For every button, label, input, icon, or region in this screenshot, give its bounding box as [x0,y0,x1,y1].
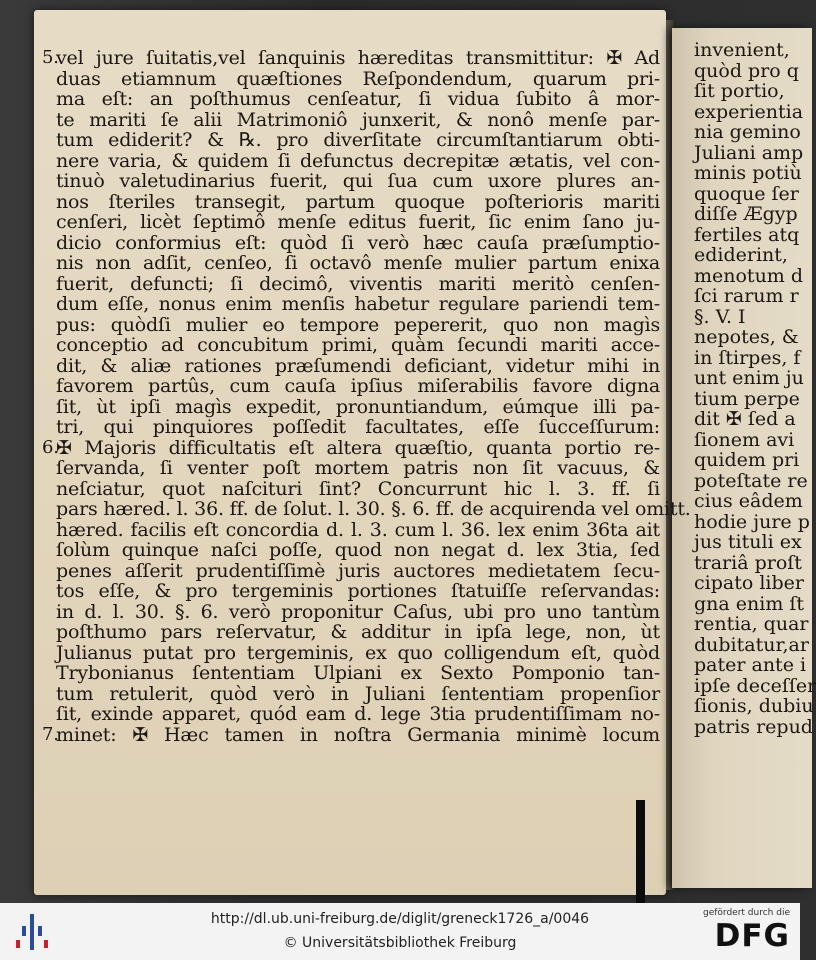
right-text-line: invenient, [694,39,790,61]
line-text: in d. l. 30. §. 6. verò proponitur Caſus, ubi pro uno tantùm [56,600,660,623]
text-line [50,89,660,110]
bookmark-ribbon [636,800,645,903]
text-line [50,498,691,520]
dfg-caption: gefördert durch die [703,908,790,918]
right-text-line: nepotes, & [694,326,799,348]
copyright-notice: © Universitätsbibliothek Freiburg [283,935,517,951]
line-text: pars hæred. l. 36. ff. de ſolut. l. 30. §. 6. ff. de acquirenda vel omitt. [56,498,691,520]
right-text-line: tium perpe [694,387,800,410]
margin-number: 6. [42,436,59,458]
right-text-line: ſionis, dubiu [694,695,814,717]
right-text-line: quòd pro q [694,59,799,82]
text-line [50,397,660,418]
text-line [50,581,660,602]
line-text: hæred. facilis eſt concordia d. l. 3. cum l. 36. lex enim 36ta ait [56,518,660,541]
text-line [50,704,660,725]
line-text: ſit, exinde apparet, quód eam d. lege 3tia prudentiſſimam no- [56,703,660,725]
text-line [50,520,660,541]
line-text: favorem partûs, cum cauſa ipſius miſerabilis favore digna [56,375,660,397]
right-text-line: quidem pri [694,449,800,471]
ub-freiburg-logo-icon [12,912,52,952]
line-text: minet: ✠ Hæc tamen in noſtra Germania minimè locum [56,723,660,746]
line-text: nere varia, & quidem ſi defunctus decrepitæ ætatis, vel con- [56,149,660,172]
right-text-line: dit ✠ ſed a [694,408,796,430]
right-text-line: poteſtate re [694,469,808,492]
dfg-logo[interactable]: DFG [714,918,790,954]
line-text: nos ſteriles transegit, partum quoque poſterioris mariti [56,190,660,213]
line-text: ſit, ùt ipſi magìs expedit, pronuntiandum, eúmque illi pa- [56,395,660,418]
text-line [50,274,660,295]
margin-number: 5. [42,47,59,68]
text-line [50,171,660,192]
footer-bar [0,903,800,960]
right-text-line: diſſe Ægyp [694,203,798,225]
line-text: conceptio ad concubitum primi, quàm ſecundi mariti acce- [56,334,660,356]
right-text-line: ipſe deceſſer [694,674,816,697]
line-text: tum retulerit, quòd verò in Juliani ſententiam propenſior [56,682,660,705]
line-text: cenſeri, licèt ſeptimô menſe editus fuerit, ſic enim ſano ju- [56,211,660,233]
text-line [50,110,660,131]
right-text-line: cius eâdem [694,490,803,512]
right-text-line: minis potiù [694,162,802,184]
text-line [50,643,660,664]
right-text-line: ſionem avi [694,428,795,451]
margin-number: 7. [42,723,59,745]
right-text-line: Juliani amp [694,141,804,164]
text-line [50,212,660,233]
text-line [50,602,660,623]
line-text: tum ediderit? & ℞. pro diverſitate circumſtantiarum obti- [56,129,660,151]
right-text-line: dubitatur,ar [694,633,809,656]
right-text-line: ſci rarum r [694,285,799,307]
right-text-line: ſit portio, [694,80,785,102]
text-line [50,561,660,582]
right-text-line: in ſtirpes, f [694,346,801,369]
right-text-line: unt enim ju [694,367,804,389]
left-page-text [42,47,691,746]
right-page-text [694,40,814,737]
right-text-line: trariâ proſt [694,551,802,574]
permalink-url[interactable]: http://dl.ub.uni-freiburg.de/diglit/greneck1726_a/0046 [210,911,590,927]
text-line [50,151,660,172]
line-text: tos eſſe, & pro tergeminis portiones ſtatuiſſe reſervandas: [56,580,660,602]
line-text: nis non adſit, cenſeo, ſi octavô menſe mulier partum enixa [56,252,660,274]
text-line [50,540,660,561]
text-line [50,417,660,438]
line-text: pus: quòdſi mulier eo tempore pepererit, quo non magìs [56,313,660,336]
text-line [50,663,660,684]
line-text: ma eſt: an poſthumus cenſeatur, ſi vidua ſubito â mor- [56,88,660,110]
text-line [42,723,660,746]
text-line [50,335,660,356]
text-line [50,458,660,479]
text-line [50,684,660,705]
right-text-line: fertiles atq [694,223,800,246]
line-text: dit, & aliæ rationes præſumendi deficiant, videtur mihi in [56,354,660,377]
text-line [50,479,660,500]
line-text: ✠ Majoris difficultatis eſt altera quæſtio, quanta portio re- [56,436,660,459]
right-text-line: cipato liber [694,572,804,594]
text-line [42,47,660,69]
line-text: ſolùm quinque naſci poſſe, quod non negat d. lex 3tia, ſed [56,539,660,561]
text-line [50,69,660,90]
right-text-line: rentia, quar [694,613,809,635]
text-line [42,436,660,459]
text-line [50,622,660,643]
right-text-line: experientia [694,100,804,123]
text-line [50,233,660,254]
right-text-line: nia gemino [694,121,801,143]
right-text-line: jus tituli ex [694,531,802,553]
line-text: poſthumo pars reſervatur, & additur in ipſa lege, non, ùt [56,621,660,643]
text-line [50,294,660,315]
line-text: dum eſſe, nonus enim menſis habetur regulare pariendi tem- [56,293,660,315]
text-line [50,192,660,213]
line-text: tinuò valetudinarius fuerit, qui ſua cum uxore plures an- [56,170,660,192]
right-text-line: menotum d [694,264,804,287]
right-text-line: ediderint, [694,244,788,266]
line-text: ſervanda, ſi venter poſt mortem patris non ſit vacuus, & [56,457,660,479]
line-text: vel jure ſuitatis,vel ſanquinis hæreditas transmittitur: ✠ Ad [56,47,660,69]
right-text-line: hodie jure p [694,510,810,533]
line-text: fuerit, defuncti; ſi decimô, viventis mariti meritò cenſen- [56,272,660,295]
line-text: Julianus putat pro tergeminis, ex quo colligendum eſt, quòd [56,641,660,664]
line-text: penes aſſerit prudentiſſimè juris auctores medietatem ſecu- [56,559,660,582]
line-text: neſciatur, quot naſcituri ſint? Concurrunt hic l. 3. ff. ſi [56,477,660,500]
text-line [50,376,660,397]
line-text: duas etiamnum quæſtiones Reſpondendum, quarum pri- [56,67,660,90]
line-text: tri, qui pinquiores poſſedit facultates, eſſe ſucceſſurum: [56,416,660,438]
line-text: dicio conformius eſt: quòd ſi verò hæc cauſa præſumptio- [56,231,660,254]
line-text: te mariti ſe alii Matrimoniô junxerit, & nonô menſe par- [56,108,660,131]
text-line [50,130,660,151]
right-text-line: gna enim ſt [694,592,805,615]
right-text-line: patris repud [694,715,813,738]
line-text: Trybonianus ſententiam Ulpiani ex Sexto Pomponio tan- [56,662,660,684]
right-text-line: quoque ſer [694,182,799,205]
text-line [50,315,660,336]
text-line [50,356,660,377]
right-text-line: §. V. I [694,305,746,328]
text-line [50,253,660,274]
right-text-line: pater ante i [694,654,807,676]
